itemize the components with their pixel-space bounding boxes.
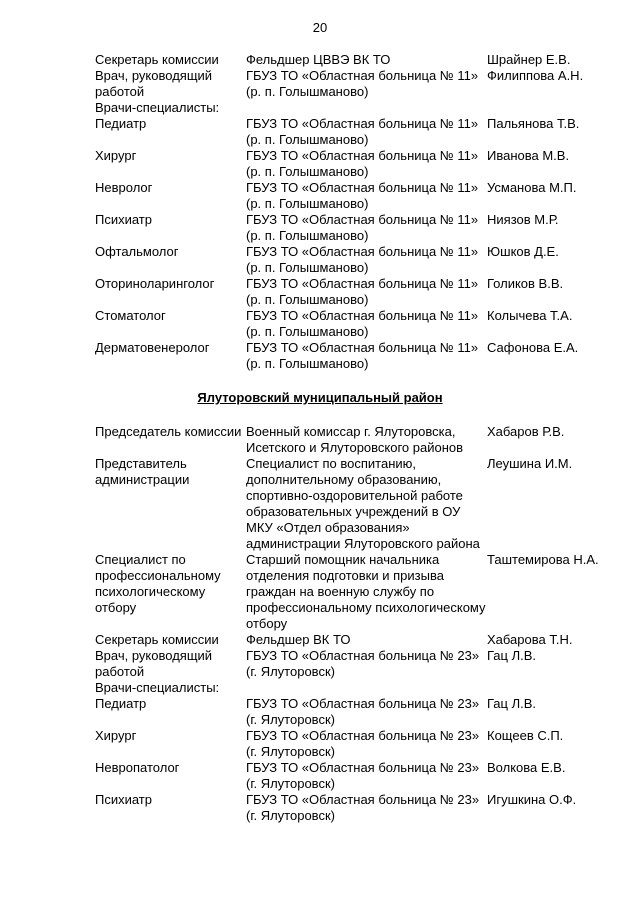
table-row xyxy=(95,632,625,648)
table-row xyxy=(95,728,625,760)
role-cell: Врачи-специалисты: xyxy=(95,680,220,695)
table-row xyxy=(95,424,625,456)
organization-cell: ГБУЗ ТО «Областная больница № 11» (р. п. Голышманово) xyxy=(246,340,479,371)
role-cell: Невролог xyxy=(95,180,153,195)
role-cell: Председатель комиссии xyxy=(95,424,242,439)
organization-cell xyxy=(246,680,487,696)
table-row xyxy=(95,52,625,68)
role-cell: Оториноларинголог xyxy=(95,276,215,291)
name-cell: Шрайнер Е.В. xyxy=(487,52,571,67)
organization-cell: ГБУЗ ТО «Областная больница № 11» (р. п. Голышманово) xyxy=(246,116,479,147)
table-body xyxy=(95,424,625,824)
role-cell: Стоматолог xyxy=(95,308,166,323)
table-row xyxy=(95,212,625,244)
role-cell: Врач, руководящий работой xyxy=(95,68,213,99)
role-cell: Специалист по профессиональному психологическому отбору xyxy=(95,552,221,615)
commission-table-yalutorovsk xyxy=(95,424,625,824)
name-cell: Ниязов М.Р. xyxy=(487,212,559,227)
table-row xyxy=(95,244,625,276)
organization-cell: ГБУЗ ТО «Областная больница № 11» (р. п. Голышманово) xyxy=(246,276,479,307)
table-row xyxy=(95,340,625,372)
organization-cell: Фельдшер ЦВВЭ ВК ТО xyxy=(246,52,391,67)
table-row xyxy=(95,696,625,728)
organization-cell: ГБУЗ ТО «Областная больница № 11» (р. п. Голышманово) xyxy=(246,180,479,211)
role-cell: Секретарь комиссии xyxy=(95,632,219,647)
role-cell: Психиатр xyxy=(95,792,152,807)
organization-cell xyxy=(246,100,487,116)
organization-cell: ГБУЗ ТО «Областная больница № 23» (г. Ялуторовск) xyxy=(246,792,480,823)
organization-cell: ГБУЗ ТО «Областная больница № 23» (г. Ялуторовск) xyxy=(246,760,480,791)
role-cell: Хирург xyxy=(95,148,137,163)
role-cell: Секретарь комиссии xyxy=(95,52,219,67)
name-cell: Пальянова Т.В. xyxy=(487,116,580,131)
role-cell: Педиатр xyxy=(95,696,147,711)
table-body xyxy=(95,52,625,372)
table-row xyxy=(95,792,625,824)
name-cell: Сафонова Е.А. xyxy=(487,340,579,355)
organization-cell: Военный комиссар г. Ялуторовска, Исетского и Ялуторовского районов xyxy=(246,424,464,455)
section-heading: Ялуторовский муниципальный район xyxy=(197,390,443,405)
page-number: 20 xyxy=(312,20,328,35)
table-row xyxy=(95,180,625,212)
role-cell: Офтальмолог xyxy=(95,244,179,259)
organization-cell: ГБУЗ ТО «Областная больница № 11» (р. п. Голышманово) xyxy=(246,212,479,243)
name-cell: Игушкина О.Ф. xyxy=(487,792,577,807)
role-cell: Представитель администрации xyxy=(95,456,190,487)
commission-table-golyshmanovo xyxy=(95,52,625,372)
table-row xyxy=(95,100,625,116)
role-cell: Педиатр xyxy=(95,116,147,131)
role-cell: Врач, руководящий работой xyxy=(95,648,213,679)
name-cell: Иванова М.В. xyxy=(487,148,570,163)
table-row xyxy=(95,276,625,308)
name-cell: Усманова М.П. xyxy=(487,180,577,195)
table-row xyxy=(95,116,625,148)
role-cell: Врачи-специалисты: xyxy=(95,100,220,115)
name-cell: Леушина И.М. xyxy=(487,456,573,471)
name-cell: Филиппова А.Н. xyxy=(487,68,584,83)
table-row xyxy=(95,648,625,680)
table-row xyxy=(95,456,625,552)
name-cell xyxy=(487,680,625,696)
table-row xyxy=(95,680,625,696)
organization-cell: Старший помощник начальника отделения подготовки и призыва граждан на военную службу по профессиональному психологическому отбору xyxy=(246,552,486,631)
table-row xyxy=(95,760,625,792)
name-cell: Волкова Е.В. xyxy=(487,760,566,775)
organization-cell: ГБУЗ ТО «Областная больница № 23» (г. Ялуторовск) xyxy=(246,696,480,727)
name-cell: Колычева Т.А. xyxy=(487,308,573,323)
organization-cell: ГБУЗ ТО «Областная больница № 11» (р. п. Голышманово) xyxy=(246,148,479,179)
table-row xyxy=(95,68,625,100)
table-row xyxy=(95,308,625,340)
role-cell: Невропатолог xyxy=(95,760,180,775)
name-cell: Таштемирова Н.А. xyxy=(487,552,599,567)
table-row xyxy=(95,148,625,180)
table-row xyxy=(95,552,625,632)
name-cell: Кощеев С.П. xyxy=(487,728,564,743)
organization-cell: ГБУЗ ТО «Областная больница № 23» (г. Ялуторовск) xyxy=(246,728,480,759)
organization-cell: Специалист по воспитанию, дополнительному образованию, спортивно-оздоровительной работе образовательных учреждений в ОУ МКУ «Отдел образования» администрации Ялуторовского района xyxy=(246,456,480,551)
organization-cell: ГБУЗ ТО «Областная больница № 23» (г. Ялуторовск) xyxy=(246,648,480,679)
name-cell xyxy=(487,100,625,116)
name-cell: Голиков В.В. xyxy=(487,276,564,291)
name-cell: Хабаров Р.В. xyxy=(487,424,565,439)
name-cell: Хабарова Т.Н. xyxy=(487,632,573,647)
organization-cell: ГБУЗ ТО «Областная больница № 11» (р. п. Голышманово) xyxy=(246,68,479,99)
name-cell: Юшков Д.Е. xyxy=(487,244,559,259)
name-cell: Гац Л.В. xyxy=(487,696,537,711)
role-cell: Хирург xyxy=(95,728,137,743)
organization-cell: ГБУЗ ТО «Областная больница № 11» (р. п. Голышманово) xyxy=(246,308,479,339)
organization-cell: ГБУЗ ТО «Областная больница № 11» (р. п. Голышманово) xyxy=(246,244,479,275)
name-cell: Гац Л.В. xyxy=(487,648,537,663)
role-cell: Дерматовенеролог xyxy=(95,340,210,355)
organization-cell: Фельдшер ВК ТО xyxy=(246,632,351,647)
role-cell: Психиатр xyxy=(95,212,152,227)
